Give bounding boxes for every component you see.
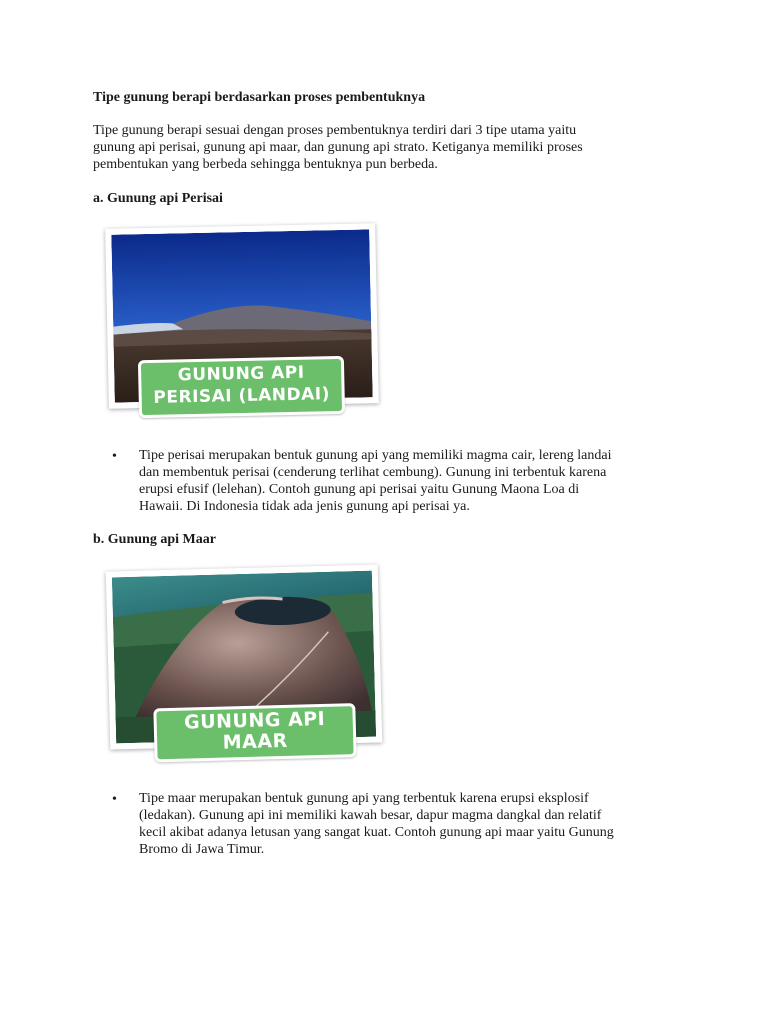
maar-photo — [106, 564, 383, 754]
intro-line: gunung api perisai, gunung api maar, dan gunung api strato. Ketiganya memiliki proses — [93, 140, 583, 155]
perisai-image-label: GUNUNG API PERISAI (LANDAI) — [138, 356, 345, 418]
intro-paragraph — [93, 122, 653, 173]
section-a-heading: a. Gunung api Perisai — [93, 191, 223, 206]
intro-line: Tipe gunung berapi sesuai dengan proses pembentuknya terdiri dari 3 tipe utama yaitu — [93, 123, 577, 138]
perisai-description: Tipe perisai merupakan bentuk gunung api yang memiliki magma cair, lereng landai dan membentuk perisai (cenderung terlihat cembung). Gunung ini terbentuk karena erupsi efusif (lelehan). Contoh gunung api perisai yaitu Gunung Maona Loa di Hawaii. Di Indonesia tidak ada jenis gunung api perisai ya. — [139, 448, 612, 514]
section-b-heading: b. Gunung api Maar — [93, 532, 216, 547]
bullet-icon: • — [112, 449, 117, 464]
maar-description: Tipe maar merupakan bentuk gunung api yang terbentuk karena erupsi eksplosif (ledakan). Gunung api ini memiliki kawah besar, dapur magma dangkal dan relatif kecil akibat adanya letusan yang sangat kuat. Contoh gunung api maar yaitu Gunung Bromo di Jawa Timur. — [139, 791, 614, 857]
perisai-photo — [105, 223, 379, 409]
maar-image-label: GUNUNG API MAAR — [153, 703, 356, 762]
intro-line: pembentukan yang berbeda sehingga bentuknya pun berbeda. — [93, 157, 438, 172]
bullet-icon: • — [112, 792, 117, 807]
document-title: Tipe gunung berapi berdasarkan proses pembentuknya — [93, 90, 426, 105]
